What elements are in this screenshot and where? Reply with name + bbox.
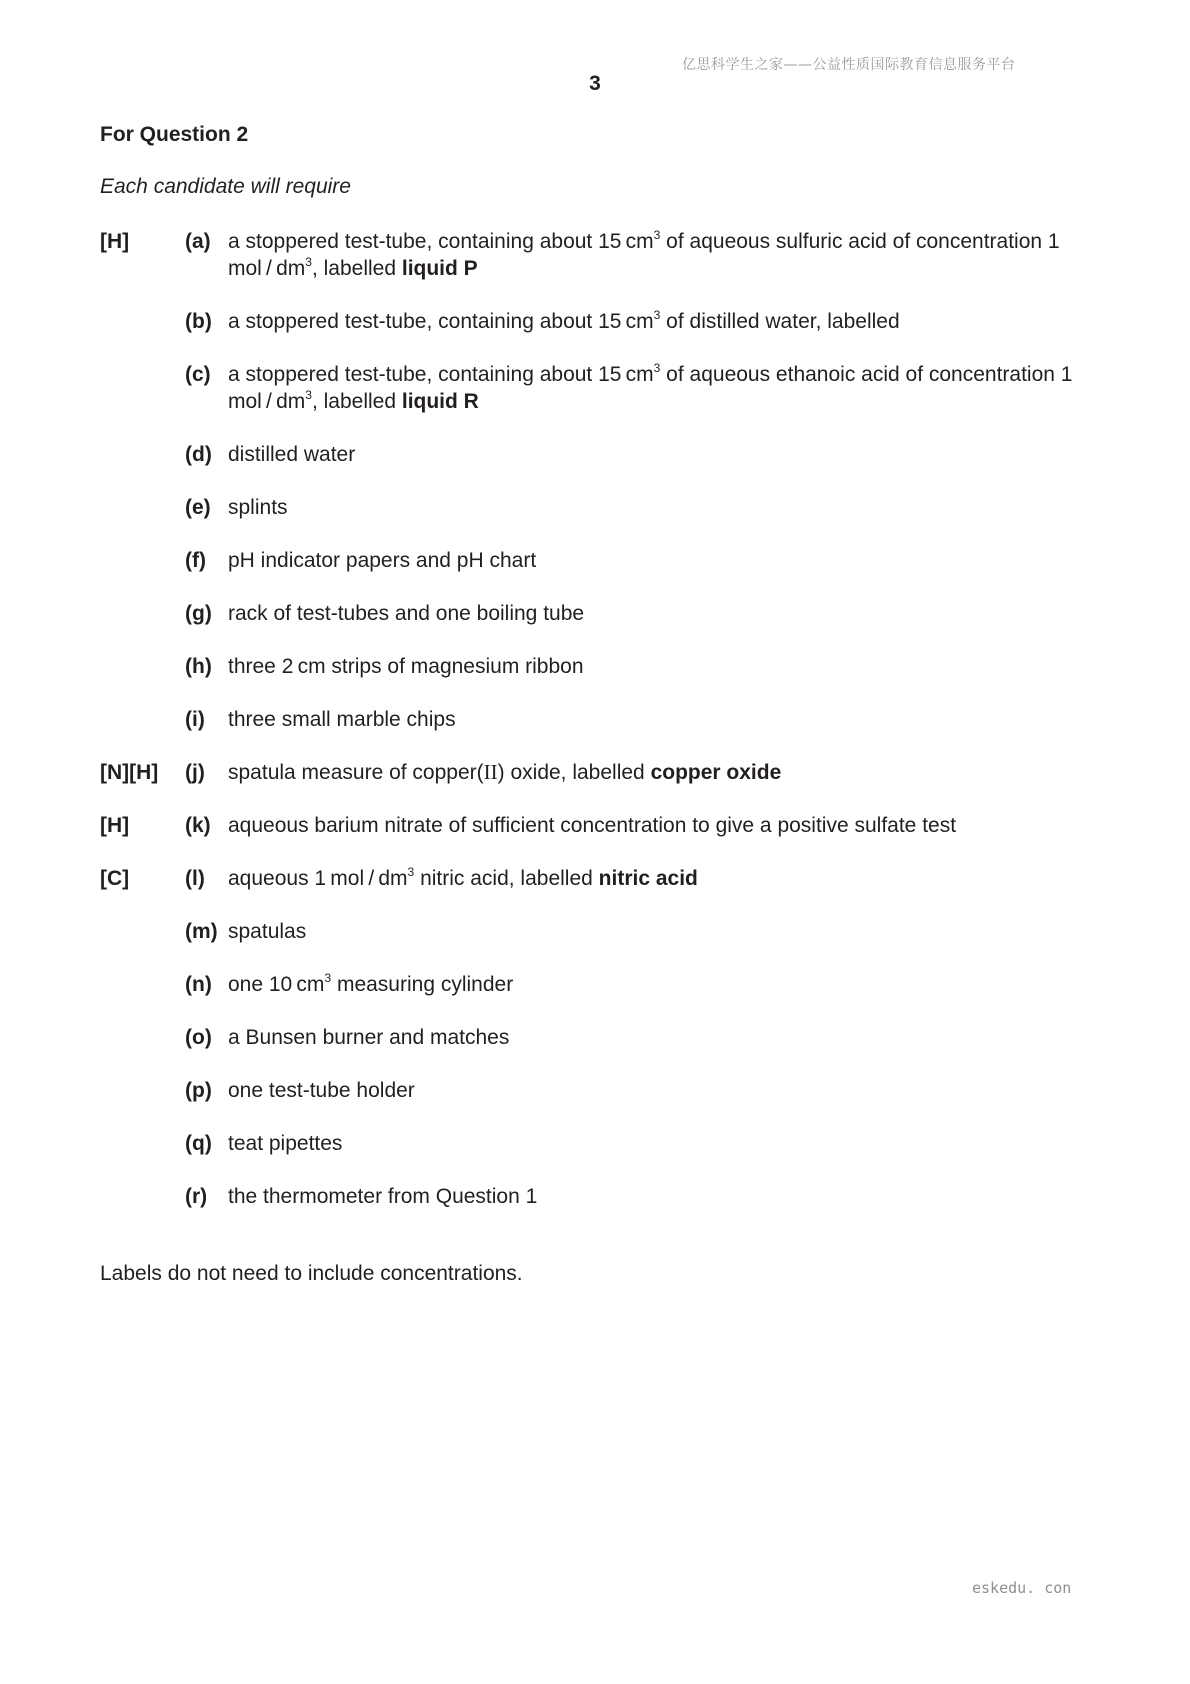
watermark-header: 亿思科学生之家——公益性质国际教育信息服务平台 <box>682 57 1016 73</box>
list-item-c <box>100 361 1100 415</box>
list-item-m <box>100 918 1100 945</box>
item-label: (l) <box>185 867 205 890</box>
list-item-e <box>100 494 1100 521</box>
item-text: a stoppered test-tube, containing about 15 $cm^3$ of aqueous sulfuric acid of concentration 1 mol / $dm^3$, labelled liquid P <box>228 228 1064 280</box>
item-text: spatulas <box>228 920 307 943</box>
list-item-p <box>100 1077 1100 1104</box>
list-item-n <box>100 971 1100 998</box>
list-item-h <box>100 653 1100 680</box>
item-text: aqueous 1 mol / $dm^3$ nitric acid, labelled nitric acid <box>228 865 698 890</box>
item-label: (b) <box>185 310 212 333</box>
item-label: (p) <box>185 1079 212 1102</box>
item-text: spatula measure of copper(II) oxide, labelled copper oxide <box>228 760 782 784</box>
page-number: 3 <box>589 72 601 95</box>
item-label: (g) <box>185 602 212 625</box>
item-label: (r) <box>185 1185 208 1208</box>
item-text: the thermometer from Question 1 <box>228 1185 538 1208</box>
item-label: (m) <box>185 920 218 943</box>
item-tag: [C] <box>100 867 130 890</box>
item-text: a stoppered test-tube, containing about 15 $cm^3$ of distilled water, labelled <box>228 308 900 333</box>
item-label: (k) <box>185 814 211 837</box>
list-item-f <box>100 547 1100 574</box>
item-text: three 2 cm strips of magnesium ribbon <box>228 655 584 678</box>
item-text: a stoppered test-tube, containing about 15 $cm^3$ of aqueous ethanoic acid of concentration 1 mol / $dm^3$, labelled liquid R <box>228 361 1077 413</box>
item-label: (o) <box>185 1026 212 1049</box>
item-text: three small marble chips <box>228 708 456 731</box>
item-text: a Bunsen burner and matches <box>228 1026 510 1049</box>
list-item-i <box>100 706 1100 733</box>
item-tag: [H] <box>100 230 130 253</box>
item-text: rack of test-tubes and one boiling tube <box>228 602 585 625</box>
list-item-k <box>100 812 1100 839</box>
item-label: (d) <box>185 443 212 466</box>
intro-text: Each candidate will require <box>100 175 351 198</box>
item-text: teat pipettes <box>228 1132 343 1155</box>
item-label: (q) <box>185 1132 212 1155</box>
item-text: aqueous barium nitrate of sufficient concentration to give a positive sulfate test <box>228 814 957 837</box>
list-item-q <box>100 1130 1100 1157</box>
item-label: (c) <box>185 363 211 386</box>
list-item-g <box>100 600 1100 627</box>
requirements-list <box>100 228 1100 1210</box>
list-item-r <box>100 1183 1100 1210</box>
item-label: (j) <box>185 761 205 784</box>
item-text: one 10 $cm^3$ measuring cylinder <box>228 971 514 996</box>
list-item-a <box>100 228 1100 282</box>
item-label: (f) <box>185 549 206 572</box>
item-label: (a) <box>185 230 211 253</box>
list-item-l <box>100 865 1100 892</box>
item-tag: [N][H] <box>100 761 159 784</box>
item-tag: [H] <box>100 814 130 837</box>
item-label: (n) <box>185 973 212 996</box>
watermark-footer: eskedu. con <box>972 1579 1072 1597</box>
list-item-j <box>100 759 1100 786</box>
list-item-b <box>100 308 1100 335</box>
section-heading: For Question 2 <box>100 123 249 146</box>
item-label: (i) <box>185 708 205 731</box>
item-label: (e) <box>185 496 211 519</box>
item-text: one test-tube holder <box>228 1079 415 1102</box>
item-text: distilled water <box>228 443 356 466</box>
list-item-o <box>100 1024 1100 1051</box>
item-text: pH indicator papers and pH chart <box>228 549 537 572</box>
item-text: splints <box>228 496 288 519</box>
list-item-d <box>100 441 1100 468</box>
footer-note: Labels do not need to include concentrations. <box>100 1262 523 1285</box>
item-label: (h) <box>185 655 212 678</box>
